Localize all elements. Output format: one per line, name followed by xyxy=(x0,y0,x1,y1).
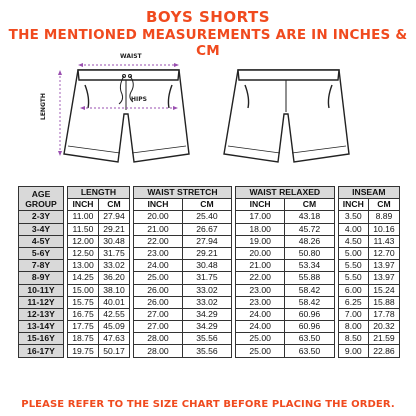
table-row xyxy=(19,345,400,357)
table-row xyxy=(19,247,400,259)
cell-length-cm: 40.01 xyxy=(98,296,129,308)
cell-ws-in: 25.00 xyxy=(133,272,182,284)
cell-length-cm: 45.09 xyxy=(98,321,129,333)
cell-age: 12-13Y xyxy=(19,308,64,320)
cell-wr-in: 18.00 xyxy=(235,223,284,235)
cell-ws-cm: 26.67 xyxy=(182,223,231,235)
cell-ins-cm: 12.70 xyxy=(368,247,399,259)
cell-ws-cm: 27.94 xyxy=(182,235,231,247)
cell-age: 16-17Y xyxy=(19,345,64,357)
cell-wr-in: 19.00 xyxy=(235,235,284,247)
hips-label: HIPS xyxy=(131,96,147,103)
cell-ins-in: 4.00 xyxy=(338,223,368,235)
length-header: LENGTH xyxy=(68,187,130,199)
cell-ws-in: 26.00 xyxy=(133,296,182,308)
cell-ins-in: 4.50 xyxy=(338,235,368,247)
cell-ins-in: 6.00 xyxy=(338,284,368,296)
cell-ws-cm: 25.40 xyxy=(182,211,231,223)
cell-age: 10-11Y xyxy=(19,284,64,296)
cell-length-cm: 27.94 xyxy=(98,211,129,223)
waist-label: WAIST xyxy=(120,53,142,60)
table-row xyxy=(19,308,400,320)
cell-length-in: 17.75 xyxy=(68,321,99,333)
cell-ins-in: 7.00 xyxy=(338,308,368,320)
cell-ins-in: 8.00 xyxy=(338,321,368,333)
cell-wr-cm: 58.42 xyxy=(285,284,334,296)
cell-ins-cm: 10.16 xyxy=(368,223,399,235)
page-title: BOYS SHORTS xyxy=(145,8,271,26)
unit-cm: CM xyxy=(182,199,231,211)
cell-length-in: 11.50 xyxy=(68,223,99,235)
inseam-header: INSEAM xyxy=(338,187,399,199)
table-row xyxy=(19,321,400,333)
cell-length-in: 15.00 xyxy=(68,284,99,296)
cell-ins-cm: 15.24 xyxy=(368,284,399,296)
cell-wr-in: 17.00 xyxy=(235,211,284,223)
cell-age: 3-4Y xyxy=(19,223,64,235)
cell-ws-cm: 34.29 xyxy=(182,321,231,333)
cell-wr-cm: 50.80 xyxy=(285,247,334,259)
cell-wr-in: 23.00 xyxy=(235,284,284,296)
table-row xyxy=(19,333,400,345)
cell-wr-cm: 53.34 xyxy=(285,260,334,272)
shorts-illustration xyxy=(0,50,416,180)
cell-ws-in: 26.00 xyxy=(133,284,182,296)
cell-wr-cm: 60.96 xyxy=(285,308,334,320)
cell-wr-in: 20.00 xyxy=(235,247,284,259)
cell-age: 11-12Y xyxy=(19,296,64,308)
front-shorts xyxy=(64,70,189,162)
cell-length-in: 18.75 xyxy=(68,333,99,345)
cell-age: 5-6Y xyxy=(19,247,64,259)
length-label: LENGTH xyxy=(40,93,47,120)
cell-ws-cm: 31.75 xyxy=(182,272,231,284)
cell-wr-cm: 55.88 xyxy=(285,272,334,284)
cell-length-cm: 50.17 xyxy=(98,345,129,357)
cell-ins-cm: 13.97 xyxy=(368,260,399,272)
cell-length-cm: 31.75 xyxy=(98,247,129,259)
cell-wr-cm: 58.42 xyxy=(285,296,334,308)
table-row xyxy=(19,235,400,247)
cell-age: 13-14Y xyxy=(19,321,64,333)
unit-inch: INCH xyxy=(133,199,182,211)
table-row xyxy=(19,284,400,296)
cell-ins-cm: 21.59 xyxy=(368,333,399,345)
back-shorts xyxy=(224,70,349,162)
cell-ws-in: 27.00 xyxy=(133,308,182,320)
waist-stretch-header: WAIST STRETCH xyxy=(133,187,231,199)
unit-cm: CM xyxy=(285,199,334,211)
cell-wr-cm: 63.50 xyxy=(285,333,334,345)
table-row xyxy=(19,260,400,272)
cell-length-cm: 38.10 xyxy=(98,284,129,296)
cell-ins-in: 9.00 xyxy=(338,345,368,357)
cell-ins-in: 6.25 xyxy=(338,296,368,308)
cell-ins-cm: 20.32 xyxy=(368,321,399,333)
cell-ins-in: 5.00 xyxy=(338,247,368,259)
unit-cm: CM xyxy=(368,199,399,211)
page-subtitle: THE MENTIONED MEASUREMENTS ARE IN INCHES & CM xyxy=(8,27,408,59)
cell-ws-in: 20.00 xyxy=(133,211,182,223)
cell-age: 8-9Y xyxy=(19,272,64,284)
cell-ws-in: 24.00 xyxy=(133,260,182,272)
unit-inch: INCH xyxy=(68,199,99,211)
cell-ws-in: 23.00 xyxy=(133,247,182,259)
cell-length-cm: 47.63 xyxy=(98,333,129,345)
cell-ws-in: 21.00 xyxy=(133,223,182,235)
cell-wr-in: 25.00 xyxy=(235,333,284,345)
cell-ws-in: 28.00 xyxy=(133,345,182,357)
cell-ws-cm: 30.48 xyxy=(182,260,231,272)
cell-ins-in: 3.50 xyxy=(338,211,368,223)
cell-ins-cm: 15.88 xyxy=(368,296,399,308)
cell-ws-in: 22.00 xyxy=(133,235,182,247)
cell-wr-cm: 48.26 xyxy=(285,235,334,247)
unit-inch: INCH xyxy=(338,199,368,211)
cell-wr-cm: 60.96 xyxy=(285,321,334,333)
cell-ws-cm: 33.02 xyxy=(182,296,231,308)
cell-ins-in: 8.50 xyxy=(338,333,368,345)
cell-wr-in: 23.00 xyxy=(235,296,284,308)
cell-wr-cm: 45.72 xyxy=(285,223,334,235)
cell-length-cm: 33.02 xyxy=(98,260,129,272)
unit-cm: CM xyxy=(98,199,129,211)
cell-ins-cm: 13.97 xyxy=(368,272,399,284)
cell-wr-in: 24.00 xyxy=(235,321,284,333)
table-row xyxy=(19,296,400,308)
waist-relaxed-header: WAIST RELAXED xyxy=(235,187,334,199)
cell-ins-cm: 17.78 xyxy=(368,308,399,320)
cell-wr-in: 24.00 xyxy=(235,308,284,320)
age-group-header: AGE GROUP xyxy=(19,187,64,211)
cell-length-in: 19.75 xyxy=(68,345,99,357)
cell-ins-in: 5.50 xyxy=(338,272,368,284)
cell-length-in: 12.50 xyxy=(68,247,99,259)
cell-age: 7-8Y xyxy=(19,260,64,272)
cell-age: 4-5Y xyxy=(19,235,64,247)
cell-ws-cm: 35.56 xyxy=(182,345,231,357)
cell-ws-cm: 33.02 xyxy=(182,284,231,296)
cell-wr-in: 21.00 xyxy=(235,260,284,272)
cell-length-cm: 42.55 xyxy=(98,308,129,320)
cell-length-in: 11.00 xyxy=(68,211,99,223)
cell-ins-cm: 11.43 xyxy=(368,235,399,247)
cell-length-in: 12.00 xyxy=(68,235,99,247)
unit-inch: INCH xyxy=(235,199,284,211)
cell-length-cm: 29.21 xyxy=(98,223,129,235)
cell-length-in: 14.25 xyxy=(68,272,99,284)
cell-age: 2-3Y xyxy=(19,211,64,223)
size-chart-table xyxy=(18,186,400,358)
table-row xyxy=(19,211,400,223)
cell-length-in: 13.00 xyxy=(68,260,99,272)
cell-length-cm: 30.48 xyxy=(98,235,129,247)
table-row xyxy=(19,223,400,235)
cell-ins-cm: 22.86 xyxy=(368,345,399,357)
cell-length-in: 15.75 xyxy=(68,296,99,308)
cell-ws-in: 28.00 xyxy=(133,333,182,345)
cell-age: 15-16Y xyxy=(19,333,64,345)
cell-ws-cm: 29.21 xyxy=(182,247,231,259)
cell-ws-in: 27.00 xyxy=(133,321,182,333)
cell-wr-in: 25.00 xyxy=(235,345,284,357)
cell-wr-cm: 43.18 xyxy=(285,211,334,223)
table-row xyxy=(19,272,400,284)
cell-wr-cm: 63.50 xyxy=(285,345,334,357)
cell-ws-cm: 35.56 xyxy=(182,333,231,345)
footer-note: PLEASE REFER TO THE SIZE CHART BEFORE PLACING THE ORDER. xyxy=(21,399,395,410)
cell-wr-in: 22.00 xyxy=(235,272,284,284)
cell-ws-cm: 34.29 xyxy=(182,308,231,320)
size-rows xyxy=(19,211,400,357)
cell-length-in: 16.75 xyxy=(68,308,99,320)
cell-length-cm: 36.20 xyxy=(98,272,129,284)
shorts-diagram xyxy=(0,50,416,180)
cell-ins-in: 5.50 xyxy=(338,260,368,272)
cell-ins-cm: 8.89 xyxy=(368,211,399,223)
